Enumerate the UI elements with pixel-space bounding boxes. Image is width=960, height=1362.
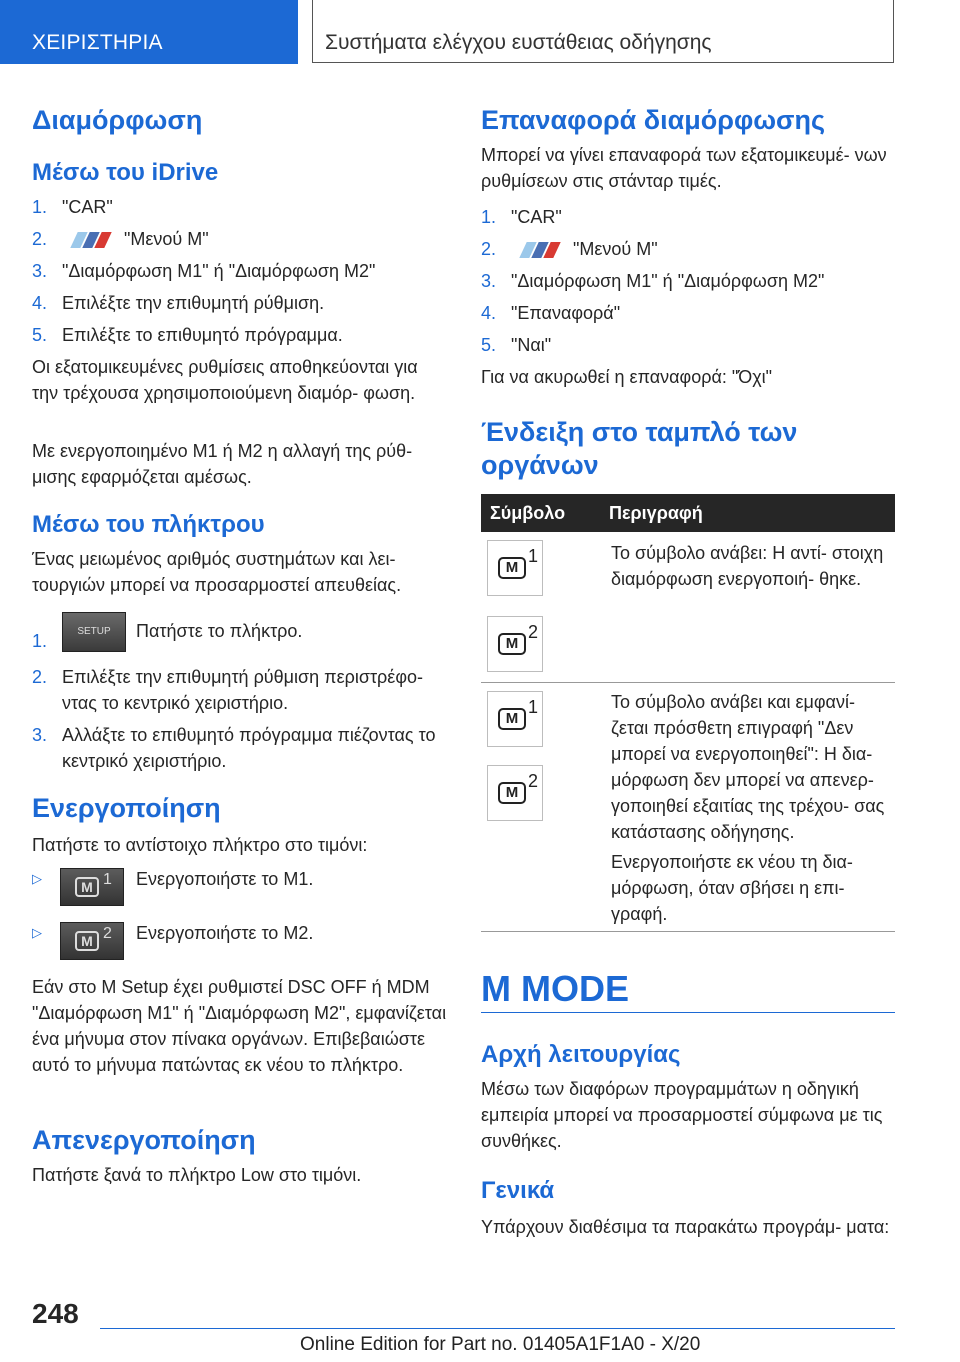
- chapter-tab-label: ΧΕΙΡΙΣΤΗΡΙΑ: [32, 31, 163, 54]
- step-text: Επιλέξτε την επιθυμητή ρύθμιση περιστρέφο- ντας το κεντρικό χειριστήριο.: [62, 667, 423, 713]
- step-number: 2.: [32, 667, 48, 687]
- heading-via-idrive: Μέσω του iDrive: [32, 159, 219, 186]
- step-number: 5.: [32, 325, 48, 345]
- m2-config-symbol-icon: [487, 765, 543, 821]
- step-text: "Διαμόρφωση M1" ή "Διαμόρφωση M2": [62, 261, 376, 281]
- table-header-description: Περιγραφή: [609, 503, 703, 523]
- step-text: "Ναι": [511, 335, 552, 355]
- setup-button-icon: SETUP: [62, 612, 126, 652]
- heading-configuration: Διαμόρφωση: [32, 105, 203, 135]
- superscript: 1: [528, 546, 539, 566]
- steering-wheel-m1-button-icon: [60, 868, 124, 906]
- step-number: 5.: [481, 335, 497, 355]
- step-text: "Επαναφορά": [511, 303, 621, 323]
- page-number: 248: [32, 1298, 79, 1329]
- step-text: "Μενού M": [573, 239, 658, 259]
- paragraph-dsc-off-message: Εάν στο M Setup έχει ρυθμιστεί DSC OFF ή MDM "Διαμόρφωση M1" ή "Διαμόρφωση M2", εμφανίζεται ένα μήνυμα στον πίνακα οργάνων. Επιβεβαιώστε αυτό το μήνυμα πατώντας εκ νέου το πλήκτρο.: [32, 977, 447, 1075]
- m-menu-icon: [62, 232, 118, 248]
- button-steps-list: [32, 612, 448, 772]
- m-letter: M: [75, 877, 99, 897]
- m-letter: M: [498, 782, 526, 804]
- step-item: [511, 236, 895, 262]
- m1-config-symbol-icon: [487, 540, 543, 596]
- heading-principle: Αρχή λειτουργίας: [481, 1041, 681, 1068]
- paragraph-reset-intro: Μπορεί να γίνει επαναφορά των εξατομικευμέ- νων ρυθμίσεων στις στάνταρ τιμές.: [481, 145, 887, 191]
- table-cell-description-note: Ενεργοποιήστε εκ νέου τη δια- μόρφωση, όταν σβήσει η επι- γραφή.: [611, 852, 853, 924]
- step-number: 4.: [32, 293, 48, 313]
- triangle-bullet-icon: ▷: [32, 871, 42, 886]
- m-letter: M: [75, 931, 99, 951]
- activation-item-text: Ενεργοποιήστε το M1.: [136, 869, 314, 889]
- step-item: [62, 612, 448, 652]
- step-text: "CAR": [511, 207, 562, 227]
- m-letter: M: [498, 708, 526, 730]
- heading-deactivation: Απενεργοποίηση: [32, 1125, 256, 1155]
- step-text: "Διαμόρφωση M1" ή "Διαμόρφωση M2": [511, 271, 825, 291]
- heading-general: Γενικά: [481, 1177, 555, 1204]
- section-title-box: [312, 0, 894, 63]
- heading-m-mode: M MODE: [481, 968, 629, 1009]
- table-cell-description: Το σύμβολο ανάβει και εμφανί- ζεται πρόσθετη επιγραφή "Δεν μπορεί να ενεργοποιηθεί": Η δια- μόρφωση δεν μπορεί να απενερ- γοποιηθεί εξαιτίας της τρέχου- σας κατάστασης οδήγησης.: [611, 692, 885, 842]
- step-number: 3.: [481, 271, 497, 291]
- step-number: 4.: [481, 303, 497, 323]
- table-header-row: [481, 494, 895, 532]
- step-number: 3.: [32, 261, 48, 281]
- paragraph-immediate-change: Με ενεργοποιημένο M1 ή M2 η αλλαγή της ρύθ- μισης εφαρμόζεται αμέσως.: [32, 441, 413, 487]
- step-number: 2.: [481, 239, 497, 259]
- idrive-steps-list: [32, 194, 448, 345]
- step-text: "CAR": [62, 197, 113, 217]
- table-row: [481, 683, 895, 931]
- superscript: 1: [528, 697, 539, 717]
- superscript: 2: [103, 925, 112, 942]
- table-cell-description: Το σύμβολο ανάβει: Η αντί- στοιχη διαμόρφωση ενεργοποιή- θηκε.: [611, 543, 884, 589]
- step-number: 1.: [32, 631, 48, 651]
- paragraph-saved-settings: Οι εξατομικευμένες ρυθμίσεις αποθηκεύονται για την τρέχουσα χρησιμοποιούμενη διαμόρ- φωση.: [32, 357, 418, 403]
- step-text: Επιλέξτε την επιθυμητή ρύθμιση.: [62, 293, 325, 313]
- superscript: 1: [103, 871, 112, 888]
- table-header-symbol: Σύμβολο: [490, 503, 566, 523]
- activation-list: [32, 866, 448, 966]
- footer-rule: [100, 1328, 895, 1329]
- step-text: Επιλέξτε το επιθυμητό πρόγραμμα.: [62, 325, 343, 345]
- heading-activation: Ενεργοποίηση: [32, 793, 221, 823]
- m-letter: M: [498, 633, 526, 655]
- step-text: Πατήστε το πλήκτρο.: [136, 620, 303, 641]
- table-row: [481, 532, 895, 682]
- m-letter: M: [498, 557, 526, 579]
- step-number: 3.: [32, 725, 48, 745]
- paragraph-button-intro: Ένας μειωμένος αριθμός συστημάτων και λει- τουργιών μπορεί να προσαρμοστεί απευθείας.: [32, 549, 402, 595]
- paragraph-principle: Μέσω των διαφόρων προγραμμάτων η οδηγική εμπειρία μπορεί να προσαρμοστεί σύμφωνα με τις συνθήκες.: [481, 1079, 883, 1151]
- table-bottom-rule: [481, 931, 895, 932]
- chapter-tab: [0, 0, 298, 64]
- paragraph-general: Υπάρχουν διαθέσιμα τα παρακάτω προγράμ- ματα:: [481, 1217, 890, 1237]
- superscript: 2: [528, 622, 539, 642]
- m-mode-underline: [481, 1012, 895, 1013]
- footer-edition-text: Online Edition for Part no. 01405A1F1A0 - X/20: [300, 1334, 701, 1355]
- step-item: [62, 226, 448, 252]
- triangle-bullet-icon: ▷: [32, 925, 42, 940]
- paragraph-cancel-reset: Για να ακυρωθεί η επαναφορά: "Όχι": [481, 367, 773, 387]
- m1-config-symbol-icon: [487, 691, 543, 747]
- superscript: 2: [528, 771, 539, 791]
- paragraph-deactivation: Πατήστε ξανά το πλήκτρο Low στο τιμόνι.: [32, 1165, 362, 1185]
- heading-instrument-display: Ένδειξη στο ταμπλό των οργάνων: [481, 417, 798, 480]
- heading-reset-configuration: Επαναφορά διαμόρφωσης: [481, 105, 826, 135]
- step-number: 2.: [32, 229, 48, 249]
- m-menu-icon: [511, 242, 567, 258]
- heading-via-button: Μέσω του πλήκτρου: [32, 511, 265, 538]
- step-number: 1.: [32, 197, 48, 217]
- step-text: Αλλάξτε το επιθυμητό πρόγραμμα πιέζοντας το κεντρικό χειριστήριο.: [62, 725, 436, 771]
- steering-wheel-m2-button-icon: [60, 922, 124, 960]
- step-number: 1.: [481, 207, 497, 227]
- reset-steps-list: [481, 204, 895, 354]
- paragraph-activation: Πατήστε το αντίστοιχο πλήκτρο στο τιμόνι:: [32, 835, 368, 855]
- m2-config-symbol-icon: [487, 616, 543, 672]
- section-title: Συστήματα ελέγχου ευστάθειας οδήγησης: [325, 31, 712, 54]
- activation-item-text: Ενεργοποιήστε το M2.: [136, 923, 314, 943]
- step-text: "Μενού M": [124, 229, 209, 249]
